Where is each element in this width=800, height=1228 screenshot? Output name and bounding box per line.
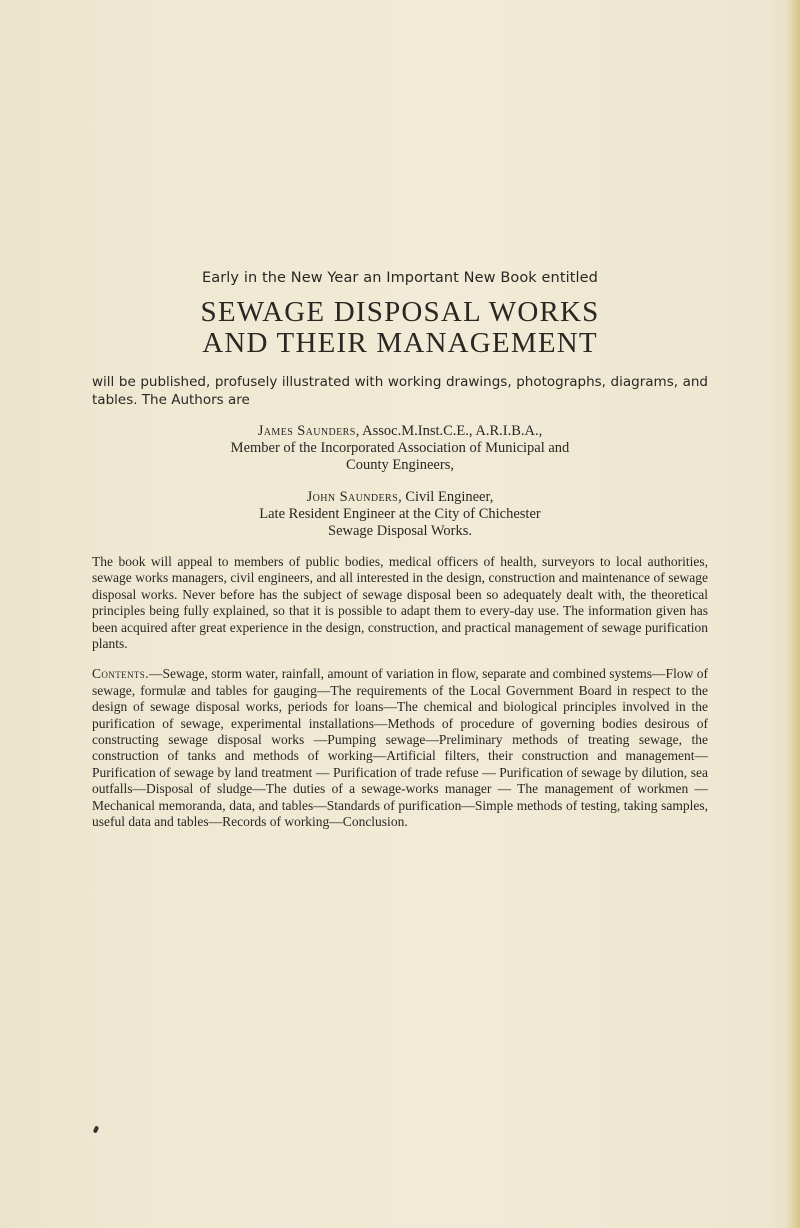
author-1-name: James Saunders — [257, 423, 356, 439]
author-1-credentials: , Assoc.M.Inst.C.E., A.R.I.B.A., — [355, 423, 543, 439]
author-block-2 — [92, 489, 708, 540]
author-1-role-line-1: Member of the Incorporated Association of Municipal and — [230, 440, 570, 456]
author-2-role-line-1: Late Resident Engineer at the City of Chichester — [259, 506, 541, 522]
announcement-body — [92, 270, 708, 831]
ink-speck — [93, 1125, 100, 1133]
publication-note: will be published, profusely illustrated with working drawings, photographs, diagrams, and tables. The Authors are — [92, 374, 708, 408]
author-2-role-line-2: Sewage Disposal Works. — [328, 523, 472, 539]
book-title — [92, 297, 708, 359]
contents-paragraph — [92, 666, 708, 830]
author-2-credentials: , Civil Engineer, — [398, 489, 494, 505]
author-2-name: John Saunders — [306, 489, 399, 505]
author-2-heading — [92, 489, 708, 506]
author-block-1 — [92, 423, 708, 474]
author-1-role-line-2: County Engineers, — [346, 457, 454, 473]
title-line-1: SEWAGE DISPOSAL WORKS — [200, 296, 600, 328]
author-1-heading — [92, 423, 708, 440]
intro-line: Early in the New Year an Important New Book entitled — [202, 270, 598, 286]
title-line-2: AND THEIR MANAGEMENT — [202, 327, 598, 359]
contents-label: Contents. — [92, 666, 149, 682]
appeal-paragraph: The book will appeal to members of public bodies, medical officers of health, surveyors to local authorities, sewage works managers, civil engineers, and all interested in the design, construction and maintenance of sewage disposal works. Never before has the subject of sewage disposal been so adequately dealt with, the theoretical principles being fully explained, so that it is possible to adapt them to every-day use. The information given has been acquired after great experience in the design, construction, and practical management of sewage purification plants. — [92, 554, 708, 652]
contents-text: —Sewage, storm water, rainfall, amount of variation in flow, separate and combined systems—Flow of sewage, formulæ and tables for gauging—The requirements of the Local Government Board in respect to the design of sewage disposal works, periods for loans—The chemical and biological principles involved in the purification of sewage, experimental installations—Methods of procedure of governing bodies desirous of constructing sewage disposal works —Pumping sewage—Preliminary methods of treating sewage, the construction of tanks and methods of working—Artificial filters, their construction and management—Purification of sewage by land treatment — Purification of trade refuse — Purification of sewage by dilution, sea outfalls—Disposal of sludge—The duties of a sewage-works manager — The management of workmen — Mechanical memoranda, data, and tables—Standards of purification—Simple methods of testing, taking samples, useful data and tables—Records of working—Conclusion. — [92, 666, 708, 830]
page-edge-shading — [786, 0, 800, 1228]
